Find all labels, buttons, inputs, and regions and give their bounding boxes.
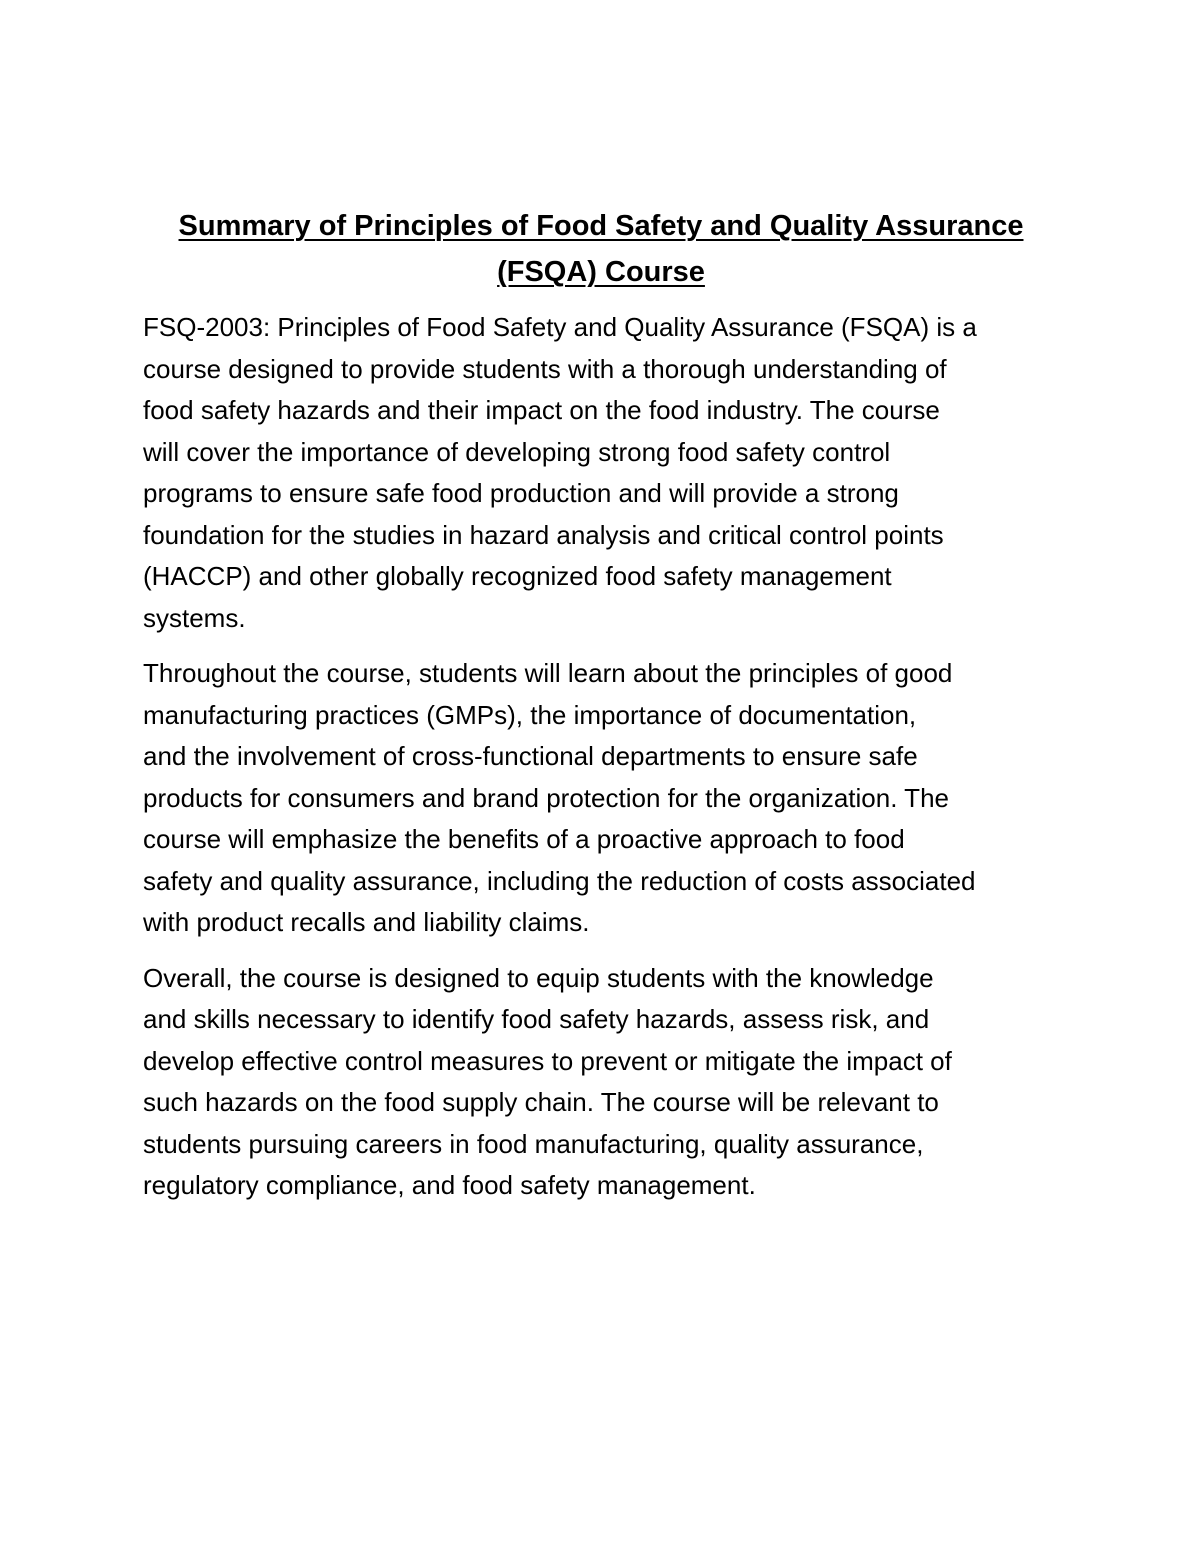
text-line: will cover the importance of developing strong food safety control <box>143 436 891 467</box>
text-line: and skills necessary to identify food safety hazards, assess risk, and <box>143 1004 930 1034</box>
document-content <box>143 203 1059 1207</box>
paragraph-course-description <box>143 307 1059 639</box>
title-line: (FSQA) Course <box>497 256 705 288</box>
text-line: and the involvement of cross-functional departments to ensure safe <box>143 741 918 771</box>
text-line: with product recalls and liability claims. <box>143 907 590 937</box>
text-line: students pursuing careers in food manufacturing, quality assurance, <box>143 1128 924 1159</box>
text-line: safety and quality assurance, including the reduction of costs associated <box>143 865 976 896</box>
text-line: programs to ensure safe food production and will provide a strong <box>143 478 899 508</box>
text-line: Throughout the course, students will learn about the principles of good <box>143 658 953 688</box>
title-line: Summary of Principles of Food Safety and Quality Assurance <box>178 210 1024 242</box>
text-line: such hazards on the food supply chain. The course will be relevant to <box>143 1087 939 1117</box>
text-line: products for consumers and brand protection for the organization. The <box>143 782 949 813</box>
text-line: course designed to provide students with a thorough understanding of <box>143 353 947 384</box>
paragraph-course-overview <box>143 958 1059 1207</box>
text-line: FSQ-2003: Principles of Food Safety and Quality Assurance (FSQA) is a <box>143 312 977 342</box>
text-line: (HACCP) and other globally recognized food safety management <box>143 561 892 591</box>
text-line: manufacturing practices (GMPs), the importance of documentation, <box>143 699 917 730</box>
paragraph-course-topics <box>143 653 1059 944</box>
text-line: systems. <box>143 602 246 633</box>
document-title <box>143 203 1059 295</box>
text-line: foundation for the studies in hazard analysis and critical control points <box>143 519 944 550</box>
text-line: Overall, the course is designed to equip students with the knowledge <box>143 962 934 993</box>
text-line: course will emphasize the benefits of a proactive approach to food <box>143 824 905 854</box>
text-line: develop effective control measures to prevent or mitigate the impact of <box>143 1045 952 1076</box>
text-line: regulatory compliance, and food safety management. <box>143 1170 756 1200</box>
text-line: food safety hazards and their impact on the food industry. The course <box>143 395 940 425</box>
